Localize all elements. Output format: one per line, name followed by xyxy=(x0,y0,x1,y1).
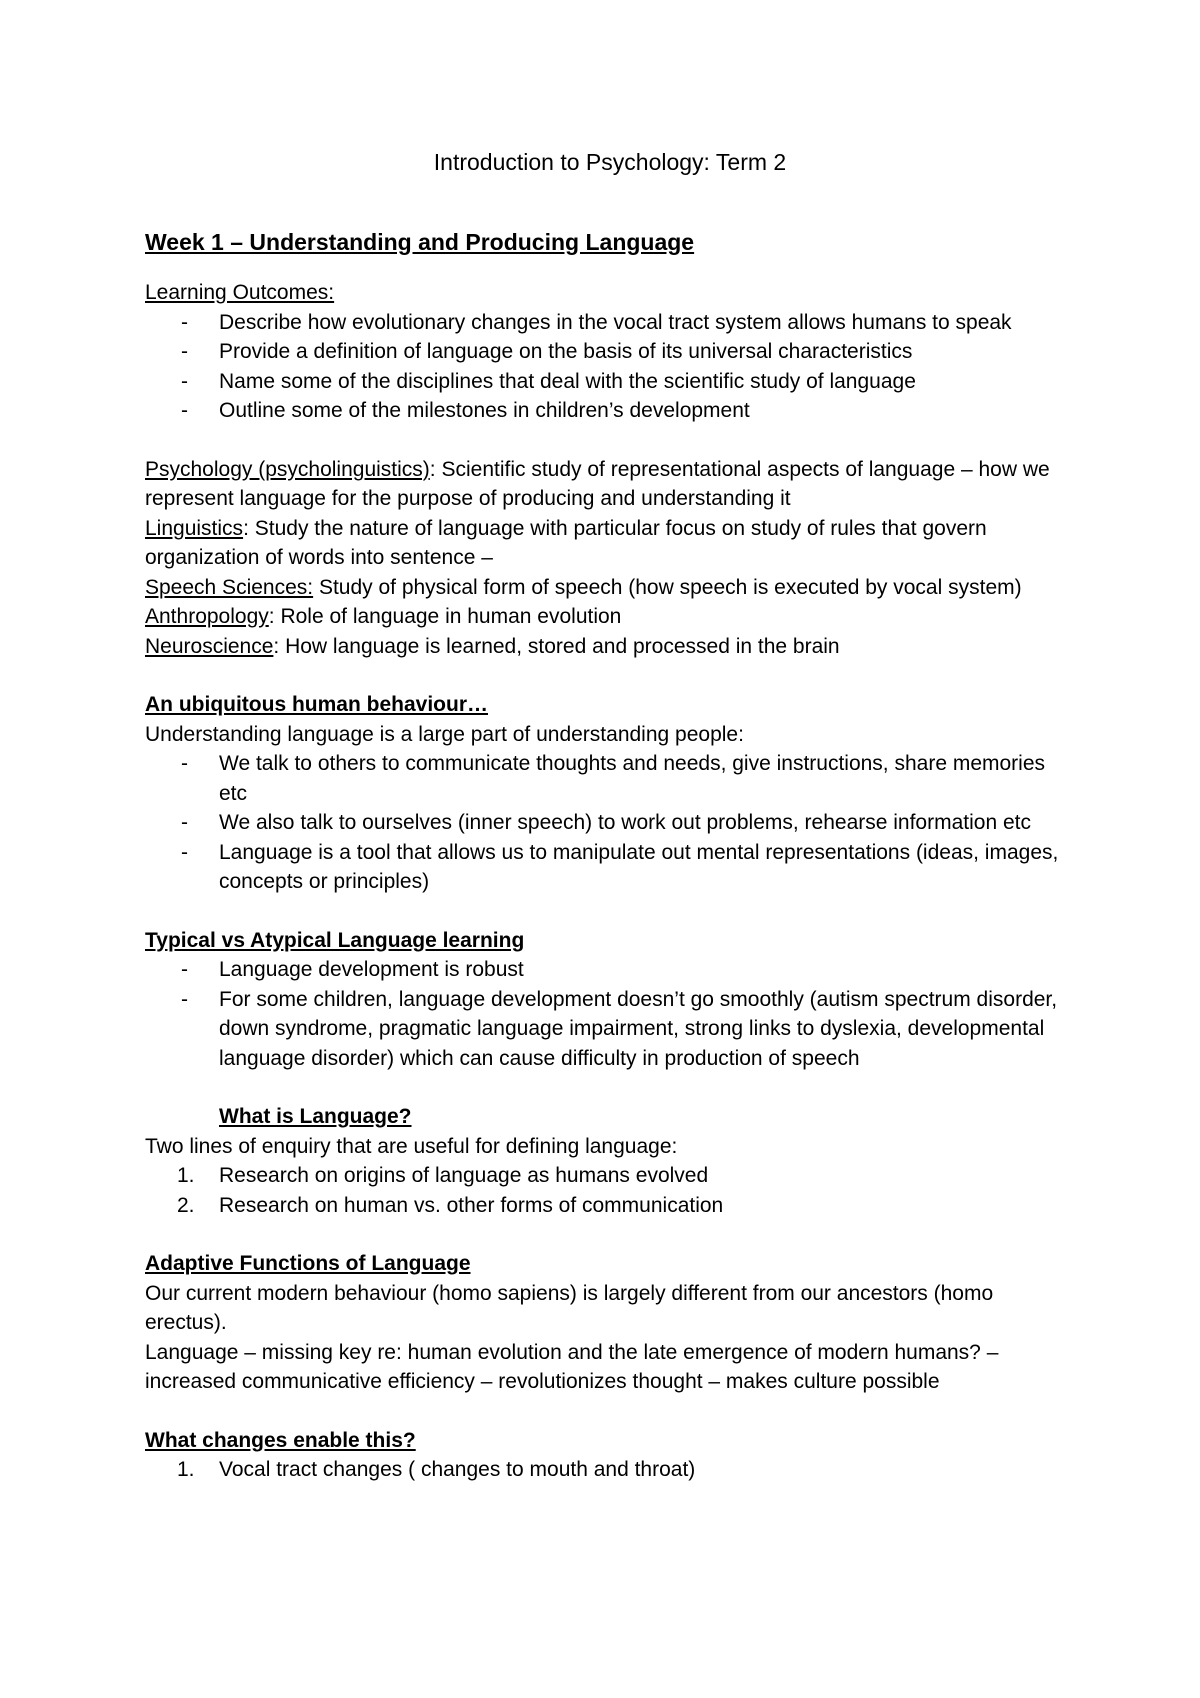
list-item: - Language development is robust xyxy=(181,958,524,981)
discipline-psychology: Psychology (psycholinguistics): Scientific study of representational aspects of language – how we represent language for the purpose of producing and understanding it xyxy=(145,457,1050,510)
list-item: - Outline some of the milestones in children’s development xyxy=(181,399,750,422)
discipline-speech-sciences: Speech Sciences: Study of physical form of speech (how speech is executed by vocal system) xyxy=(145,575,1022,599)
typical-list xyxy=(145,955,1075,1073)
what-is-intro: Two lines of enquiry that are useful for defining language: xyxy=(145,1134,678,1158)
list-item: - Language is a tool that allows us to manipulate out mental representations (ideas, images, concepts or principles) xyxy=(181,840,1059,893)
list-item: - For some children, language development doesn’t go smoothly (autism spectrum disorder, down syndrome, pragmatic language impairment, strong links to dyslexia, developmental language disorder) which can cause difficulty in production of speech xyxy=(181,987,1058,1070)
ubiquitous-list xyxy=(145,749,1075,897)
list-item: - We also talk to ourselves (inner speech) to work out problems, rehearse information etc xyxy=(181,811,1031,834)
discipline-linguistics: Linguistics: Study the nature of language with particular focus on study of rules that govern organization of words into sentence – xyxy=(145,516,987,569)
list-item: - Name some of the disciplines that deal with the scientific study of language xyxy=(181,369,916,393)
what-is-list xyxy=(145,1161,1075,1220)
changes-list xyxy=(145,1455,1075,1485)
week-heading: Week 1 – Understanding and Producing Language xyxy=(145,228,695,255)
list-item: - Describe how evolutionary changes in the vocal tract system allows humans to speak xyxy=(181,310,1012,334)
what-is-heading: What is Language? xyxy=(219,1105,412,1128)
disciplines-section xyxy=(145,455,1075,662)
adaptive-heading: Adaptive Functions of Language xyxy=(145,1252,471,1275)
list-item: - We talk to others to communicate thoughts and needs, give instructions, share memories etc xyxy=(181,752,1046,805)
learning-outcomes-label: Learning Outcomes: xyxy=(145,281,335,304)
document-title: Introduction to Psychology: Term 2 xyxy=(433,149,787,175)
list-item: 1. Vocal tract changes ( changes to mouth and throat) xyxy=(177,1458,696,1481)
discipline-neuroscience: Neuroscience: How language is learned, stored and processed in the brain xyxy=(145,634,840,658)
list-item: 2. Research on human vs. other forms of communication xyxy=(177,1193,724,1217)
list-item: - Provide a definition of language on the basis of its universal characteristics xyxy=(181,340,913,363)
discipline-anthropology: Anthropology: Role of language in human evolution xyxy=(145,605,622,628)
ubiquitous-intro: Understanding language is a large part of understanding people: xyxy=(145,722,744,746)
document-content xyxy=(145,148,1075,1485)
changes-heading: What changes enable this? xyxy=(145,1428,416,1452)
adaptive-para-2: Language – missing key re: human evolution and the late emergence of modern humans? – increased communicative efficiency – revolutionizes thought – makes culture possible xyxy=(145,1340,999,1393)
list-item: 1. Research on origins of language as humans evolved xyxy=(177,1164,709,1187)
adaptive-para-1: Our current modern behaviour (homo sapiens) is largely different from our ancestors (homo erectus). xyxy=(145,1281,994,1334)
learning-outcomes-list xyxy=(145,308,1075,426)
typical-heading: Typical vs Atypical Language learning xyxy=(145,928,525,952)
ubiquitous-heading: An ubiquitous human behaviour… xyxy=(145,693,488,716)
